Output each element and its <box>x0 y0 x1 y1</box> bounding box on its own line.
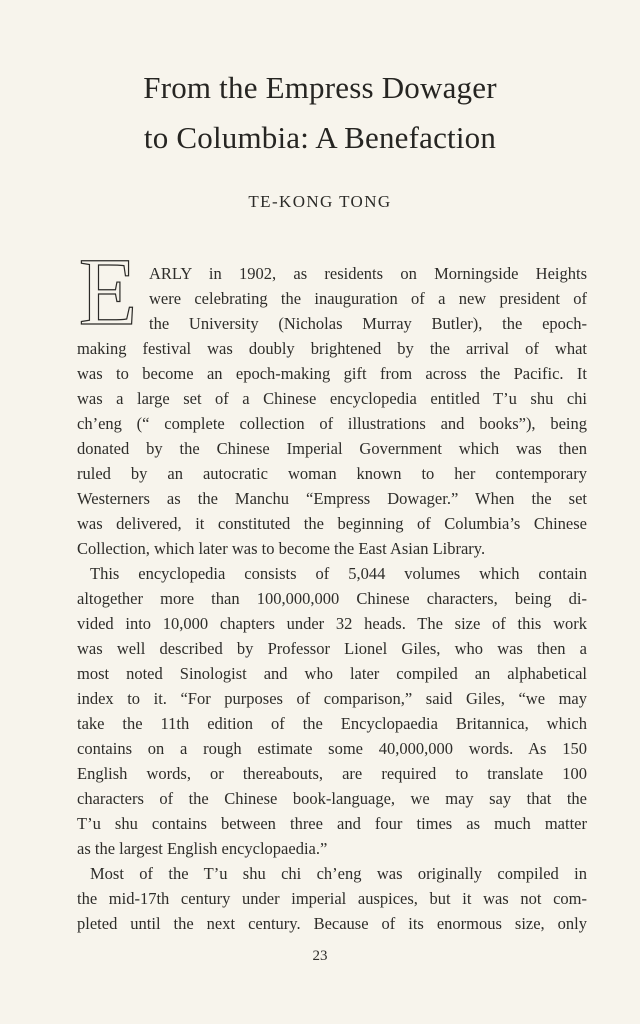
text-line: ARLY in 1902, as residents on Morningside Heights <box>149 264 587 283</box>
article-author: TE-KONG TONG <box>248 192 392 211</box>
text-line: was well described by Professor Lionel Giles, who was then a <box>77 639 587 658</box>
page-number: 23 <box>312 948 328 964</box>
text-line: was a large set of a Chinese encyclopedia entitled T’u shu chi <box>77 389 587 408</box>
text-line: the mid-17th century under imperial auspices, but it was not com- <box>77 889 587 908</box>
text-line: were celebrating the inauguration of a new president of <box>149 289 587 308</box>
drop-cap: E <box>78 254 138 330</box>
text-line: English words, or thereabouts, are required to translate 100 <box>77 764 587 783</box>
text-line: ch’eng (“ complete collection of illustrations and books”), being <box>77 414 587 433</box>
text-line: Most of the T’u shu chi ch’eng was originally compiled in <box>90 864 587 883</box>
text-line: Collection, which later was to become the East Asian Library. <box>77 539 486 558</box>
text-line: was to become an epoch-making gift from across the Pacific. It <box>77 364 587 383</box>
text-line: contains on a rough estimate some 40,000,000 words. As 150 <box>77 739 587 758</box>
article-title-line-2: to Columbia: A Benefaction <box>143 120 497 155</box>
text-line: was delivered, it constituted the beginning of Columbia’s Chinese <box>77 514 587 533</box>
text-line: as the largest English encyclopaedia.” <box>77 839 328 858</box>
text-line: altogether more than 100,000,000 Chinese characters, being di- <box>77 589 587 608</box>
text-line: T’u shu contains between three and four times as much matter <box>77 814 587 833</box>
text-line: pleted until the next century. Because of its enormous size, only <box>77 914 587 933</box>
text-line: index to it. “For purposes of comparison,” said Giles, “we may <box>77 689 587 708</box>
text-line: take the 11th edition of the Encyclopaedia Britannica, which <box>77 714 587 733</box>
text-line: vided into 10,000 chapters under 32 heads. The size of this work <box>77 614 587 633</box>
text-line: making festival was doubly brightened by the arrival of what <box>77 339 587 358</box>
text-line: the University (Nicholas Murray Butler), the epoch- <box>149 314 587 333</box>
text-line: donated by the Chinese Imperial Government which was then <box>77 439 587 458</box>
text-line: characters of the Chinese book-language, we may say that the <box>77 789 587 808</box>
text-line: This encyclopedia consists of 5,044 volumes which contain <box>90 564 587 583</box>
text-line: Westerners as the Manchu “Empress Dowager.” When the set <box>77 489 587 508</box>
article-title-line-1: From the Empress Dowager <box>143 70 497 105</box>
text-line: most noted Sinologist and who later compiled an alphabetical <box>77 664 587 683</box>
text-line: ruled by an autocratic woman known to her contemporary <box>77 464 587 483</box>
